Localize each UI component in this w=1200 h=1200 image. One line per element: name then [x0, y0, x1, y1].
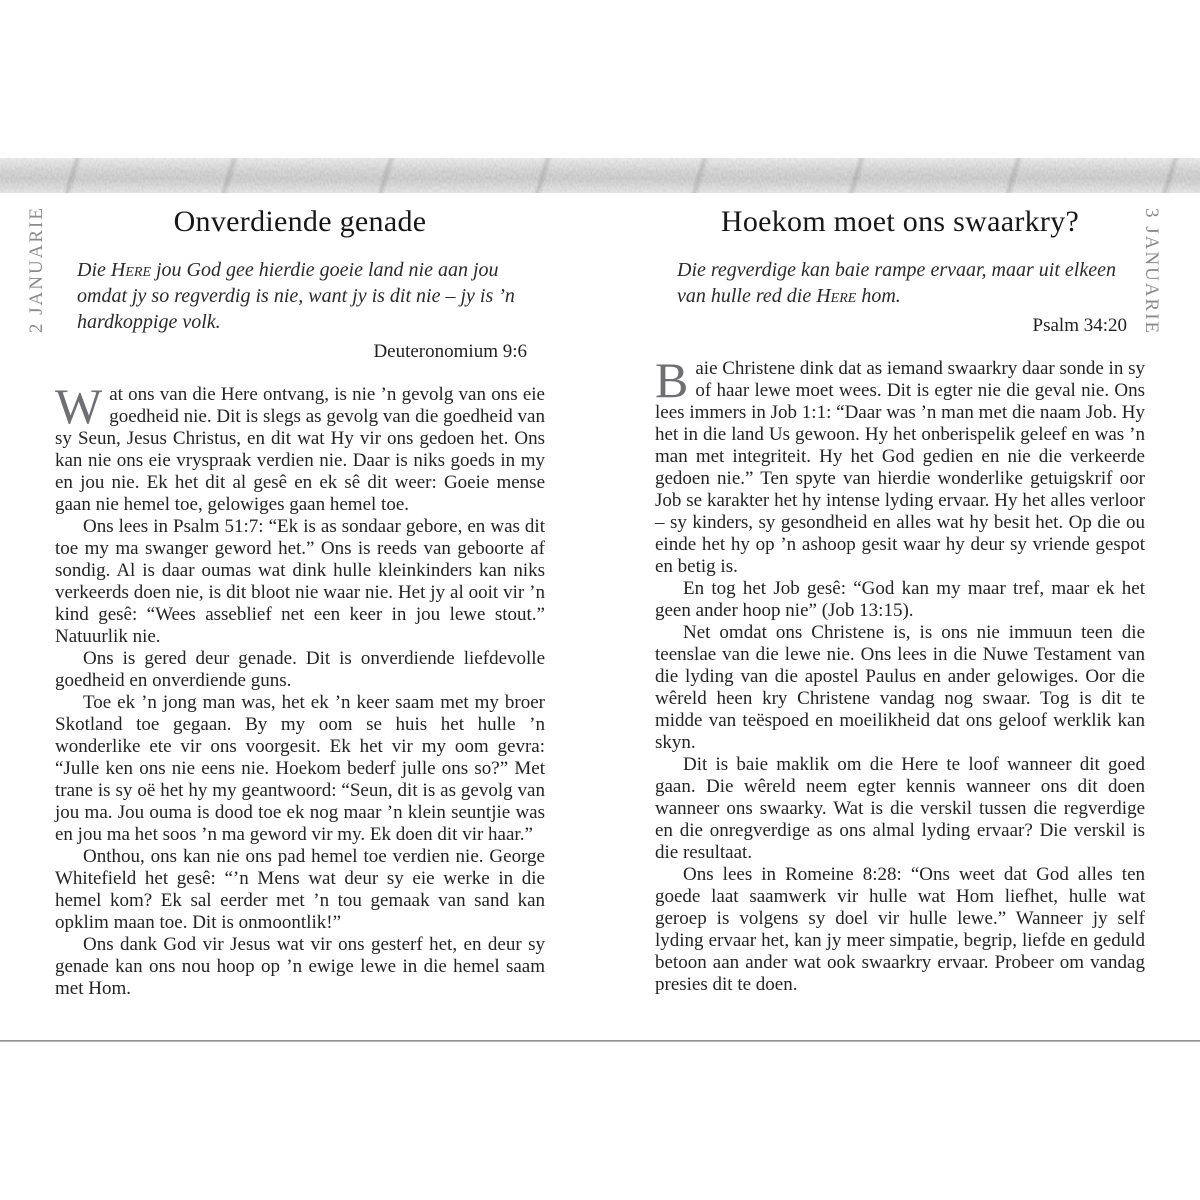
scripture-reference-right: Psalm 34:20	[1032, 315, 1127, 336]
scripture-text-rest: jou God gee hierdie goeie land nie aan jou omdat jy so regverdig is nie, want jy is dit nie – jy is ’n hardkoppige volk.	[77, 259, 515, 333]
body-paragraph: Ons dank God vir Jesus wat vir ons gesterf het, en deur sy genade kan ons nou hoop op ’n ewige lewe in die hemel saam met Hom.	[55, 934, 545, 999]
paragraph-text: aie Christene dink dat as iemand swaarkry daar sonde in sy of haar lewe moet wees. Dit is egter nie die geval nie. Ons lees immers in Job 1:1: “Daar was ’n man met die naam Job. Hy het in die land Us gewoon. Hy het onberispelik geleef en was ’n man met integriteit. Hy het God gedien en nie die verkeerde gedoen nie.” Ten spyte van hierdie wonderlike getuigskrif oor Job se karakter het hy intense lyding ervaar. Hy het alles verloor – sy kinders, sy gesondheid en alles wat hy besit het. Op die ou einde het hy op ’n ashoop gesit waar hy deur sy vriende gespot en betig is.	[655, 358, 1145, 577]
decorative-texture-banner	[0, 158, 1200, 193]
body-paragraph: En tog het Job gesê: “God kan my maar tref, maar ek het geen ander hoop nie” (Job 13:15).	[655, 578, 1145, 621]
scripture-text: Die regverdige kan baie rampe ervaar, maar uit elkeen van hulle red die	[677, 259, 1116, 307]
body-paragraph: Toe ek ’n jong man was, het ek ’n keer saam met my broer Skotland toe gegaan. By my oom se huis het hulle ’n wonderlike ete vir ons voorgesit. Ek het vir my oom gevra: “Julle ken ons nie eens nie. Hoekom bederf julle ons so?” Met trane is sy oë het hy my geantwoord: “Seun, dit is as gevolg van jou ma. Jou ouma is dood toe ek nog maar ’n klein seuntjie was en jou ma het soos ’n ma geword vir my. Ek doen dit vir haar.”	[55, 692, 545, 845]
banner-streak-overlay	[0, 158, 1200, 193]
scripture-quote-left	[77, 257, 527, 365]
scripture-text-rest: hom.	[856, 285, 901, 307]
date-label-right: 3 JANUARIE	[1141, 208, 1162, 336]
scripture-reference-left: Deuteronomium 9:6	[373, 341, 527, 362]
bottom-rule	[0, 1040, 1200, 1042]
body-paragraph: Ons lees in Romeine 8:28: “Ons weet dat God alles ten goede laat saamwerk vir hulle wat Hom liefhet, hulle wat geroep is volgens sy doel vir hulle lewe.” Wanneer jy self lyding ervaar het, kan jy meer simpatie, begrip, liefde en geduld betoon aan ander wat ook swaarkry ervaar. Probeer om vandag presies dit te doen.	[655, 864, 1145, 995]
devotion-body-right	[655, 352, 1145, 996]
scripture-text: Die	[77, 259, 111, 281]
body-paragraph: Ons lees in Psalm 51:7: “Ek is as sondaar gebore, en was dit toe my ma swanger geword het.” Ons is reeds van geboorte af sondig. Al is daar oumas wat dink hulle kleinkinders kan niks verkeerds doen nie, is dit bloot nie waar nie. Het jy al ooit vir ’n kind gesê: “Wees asseblief net een keer in jou lewe stout.” Natuurlik nie.	[55, 516, 545, 647]
paragraph-text: at ons van die Here ontvang, is nie ’n gevolg van ons eie goedheid nie. Dit is slegs as gevolg van die goedheid van sy Seun, Jesus Christus, en dit wat Hy vir ons gedoen het. Ons kan nie ons eie vryspraak verdien nie. Daar is niks goeds in my en jou nie. Ek het dit al gesê en ek sê dit weer: Goeie mense gaan nie hemel toe, gelowiges gaan hemel toe.	[55, 384, 545, 515]
page-right	[655, 205, 1145, 996]
divine-name-smallcaps: Here	[110, 259, 151, 281]
page-left	[55, 205, 545, 1000]
body-paragraph: Dit is baie maklik om die Here te loof wanneer dit goed gaan. Die wêreld neem egter kennis wanneer ons dit doen wanneer ons swaarky. Wat is die verskil tussen die regverdige en die onregverdige as ons almal lyding ervaar? Die verskil is die resultaat.	[655, 754, 1145, 863]
divine-name-smallcaps: Here	[816, 285, 857, 307]
devotion-body-left	[55, 378, 545, 1000]
body-paragraph	[55, 378, 545, 516]
devotion-title-right: Hoekom moet ons swaarkry?	[720, 205, 1080, 238]
body-paragraph: Onthou, ons kan nie ons pad hemel toe verdien nie. George Whitefield het gesê: “’n Mens wat deur sy eie werke in die hemel kom? Ek sal eerder met ’n tou gemaak van sand kan opklim maan toe. Dit is onmoontlik!”	[55, 846, 545, 933]
body-paragraph	[655, 352, 1145, 578]
devotion-title-left: Onverdiende genade	[173, 205, 427, 238]
date-label-left: 2 JANUARIE	[26, 206, 47, 334]
scripture-quote-right	[677, 257, 1127, 339]
drop-cap-left: W	[55, 378, 103, 434]
body-paragraph: Ons is gered deur genade. Dit is onverdiende liefdevolle goedheid en onverdiende guns.	[55, 648, 545, 691]
drop-cap-right: B	[655, 352, 689, 408]
body-paragraph: Net omdat ons Christene is, is ons nie immuun teen die teenslae van die lewe nie. Ons lees in die Nuwe Testament van die lyding van die apostel Paulus en ander gelowiges. Oor die wêreld heen kry Christene vandag nog swaar. Tog is dit te midde van teëspoed en moeilikheid dat ons geloof werklik kan skyn.	[655, 622, 1145, 753]
